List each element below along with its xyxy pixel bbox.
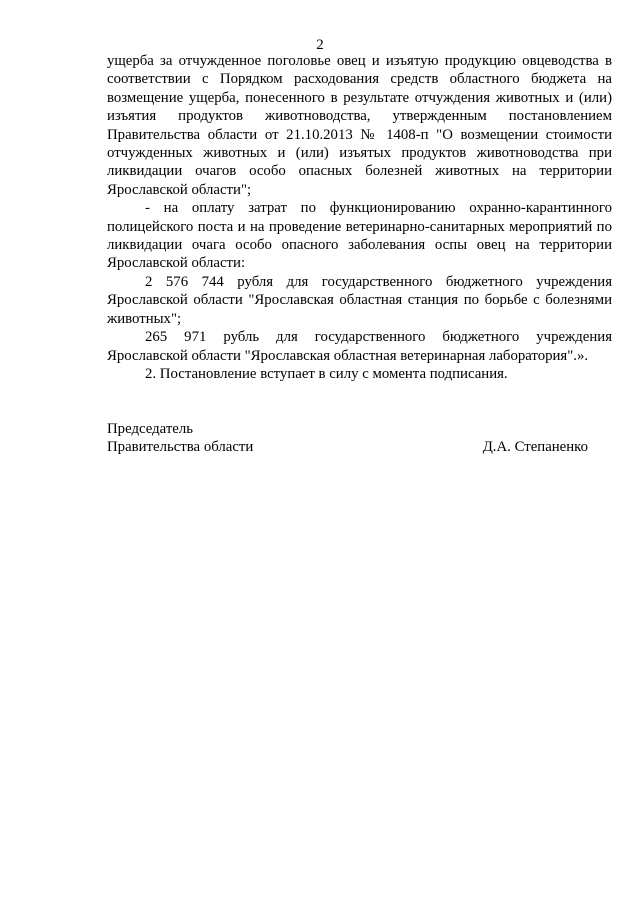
signatory-title-line1: Председатель [107, 421, 193, 437]
signatory-name: Д.А. Степаненко [482, 439, 588, 456]
paragraph-station-amount: 2 576 744 рубля для государственного бюджетного учреждения Ярославской области "Ярославская областная станция по борьбе с болезнями животных"; [107, 273, 612, 327]
paragraph-compensation-order: ущерба за отчужденное поголовье овец и изъятую продукцию овцеводства в соответствии с Порядком расходования средств областного бюджета на возмещение ущерба, понесенного в результате отчуждения животных и (или) изъятия продуктов животноводства, утвержденным постановлением Правительства области от 21.10.2013 № 1408-п "О возмещении стоимости отчужденных животных и (или) изъятых продуктов животноводства при ликвидации очагов особо опасных болезней животных на территории Ярославской области"; [107, 53, 612, 198]
signatory-title-line2: Правительства области [107, 439, 254, 456]
signature-block [107, 420, 588, 457]
signature-line [107, 438, 588, 456]
paragraph-effective-date: 2. Постановление вступает в силу с момента подписания. [145, 365, 508, 382]
page-number: 2 [316, 37, 324, 53]
document-body [107, 52, 612, 383]
paragraph-laboratory-amount: 265 971 рубль для государственного бюджетного учреждения Ярославской области "Ярославская областная ветеринарная лаборатория".». [107, 329, 612, 364]
paragraph-quarantine-costs: - на оплату затрат по функционированию охранно-карантинного полицейского поста и на проведение ветеринарно-санитарных мероприятий по ликвидации очага особо опасного заболевания оспы овец на территории Ярославской области: [107, 200, 612, 272]
